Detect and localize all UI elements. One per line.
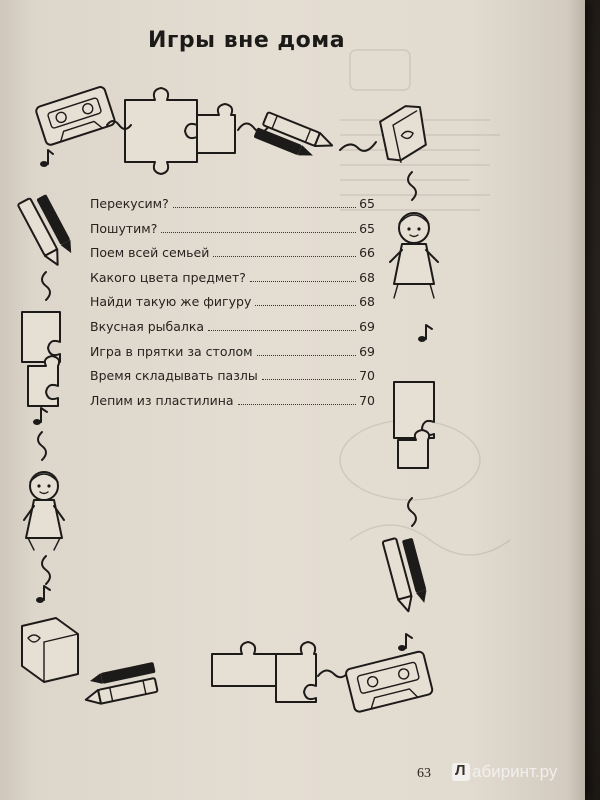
toc-entry	[90, 221, 375, 246]
toc-entry	[90, 393, 375, 418]
toc-entry-page: 70	[359, 392, 375, 408]
music-note-icon	[398, 634, 412, 651]
dot-leader	[173, 206, 356, 208]
dot-leader	[213, 255, 356, 257]
book-icon	[378, 103, 430, 165]
squiggle-icon	[408, 172, 416, 200]
dot-leader	[238, 403, 357, 405]
toc-entry-page: 69	[359, 318, 375, 334]
table-of-contents	[90, 196, 375, 417]
puzzle-icon	[394, 382, 434, 468]
squiggle-icon	[42, 272, 50, 300]
toc-entry-title: Поем всей семьей	[90, 245, 210, 261]
puzzle-icon	[125, 88, 235, 174]
toc-entry	[90, 270, 375, 295]
toc-entry	[90, 294, 375, 319]
puzzle-icon	[22, 312, 60, 406]
music-note-icon	[40, 150, 53, 167]
toc-entry-title: Какого цвета предмет?	[90, 269, 246, 285]
page-title: Игры вне дома	[148, 28, 346, 53]
cassette-icon	[345, 651, 433, 713]
toc-entry	[90, 319, 375, 344]
crayon-icon	[253, 111, 334, 166]
toc-entry-page: 68	[359, 294, 375, 310]
page-number: 63	[417, 766, 431, 781]
toc-entry-page: 65	[359, 196, 375, 211]
music-note-icon	[36, 586, 50, 603]
toc-entry-page: 68	[359, 269, 375, 285]
toc-entry-title: Перекусим?	[90, 196, 169, 211]
toc-entry	[90, 245, 375, 270]
dot-leader	[255, 304, 356, 306]
toc-entry	[90, 196, 375, 221]
crayon-icon	[81, 662, 160, 707]
toc-entry-page: 69	[359, 343, 375, 359]
crayon-icon	[18, 190, 78, 268]
dot-leader	[262, 378, 356, 380]
crayon-icon	[382, 534, 430, 613]
toc-entry-title: Найди такую же фигуру	[90, 294, 252, 310]
toc-entry	[90, 368, 375, 393]
toc-entry-title: Лепим из пластилина	[90, 392, 234, 408]
toc-entry	[90, 344, 375, 369]
labirint-watermark	[452, 762, 557, 782]
doll-icon	[24, 472, 64, 550]
toc-entry-title: Игра в прятки за столом	[90, 343, 253, 359]
toc-entry-title: Пошутим?	[90, 220, 158, 236]
toc-entry-title: Вкусная рыбалка	[90, 318, 205, 334]
squiggle-icon	[340, 142, 376, 151]
dot-leader	[161, 231, 356, 233]
book-icon	[22, 618, 78, 682]
cassette-icon	[35, 86, 116, 146]
watermark-text: абиринт.ру	[472, 762, 558, 781]
doll-icon	[390, 213, 438, 298]
toc-entry-title: Время складывать пазлы	[90, 368, 258, 384]
music-note-icon	[418, 325, 432, 342]
dot-leader	[250, 280, 356, 282]
toc-entry-page: 70	[359, 368, 375, 384]
squiggle-icon	[42, 556, 50, 584]
puzzle-icon	[212, 642, 316, 702]
toc-entry-page: 66	[359, 245, 375, 261]
dot-leader	[208, 329, 356, 331]
squiggle-icon	[38, 432, 46, 460]
squiggle-icon	[408, 498, 416, 526]
dot-leader	[257, 354, 357, 356]
music-note-icon	[33, 408, 47, 425]
toc-entry-page: 65	[359, 220, 375, 236]
labirint-logo-icon	[452, 763, 470, 781]
